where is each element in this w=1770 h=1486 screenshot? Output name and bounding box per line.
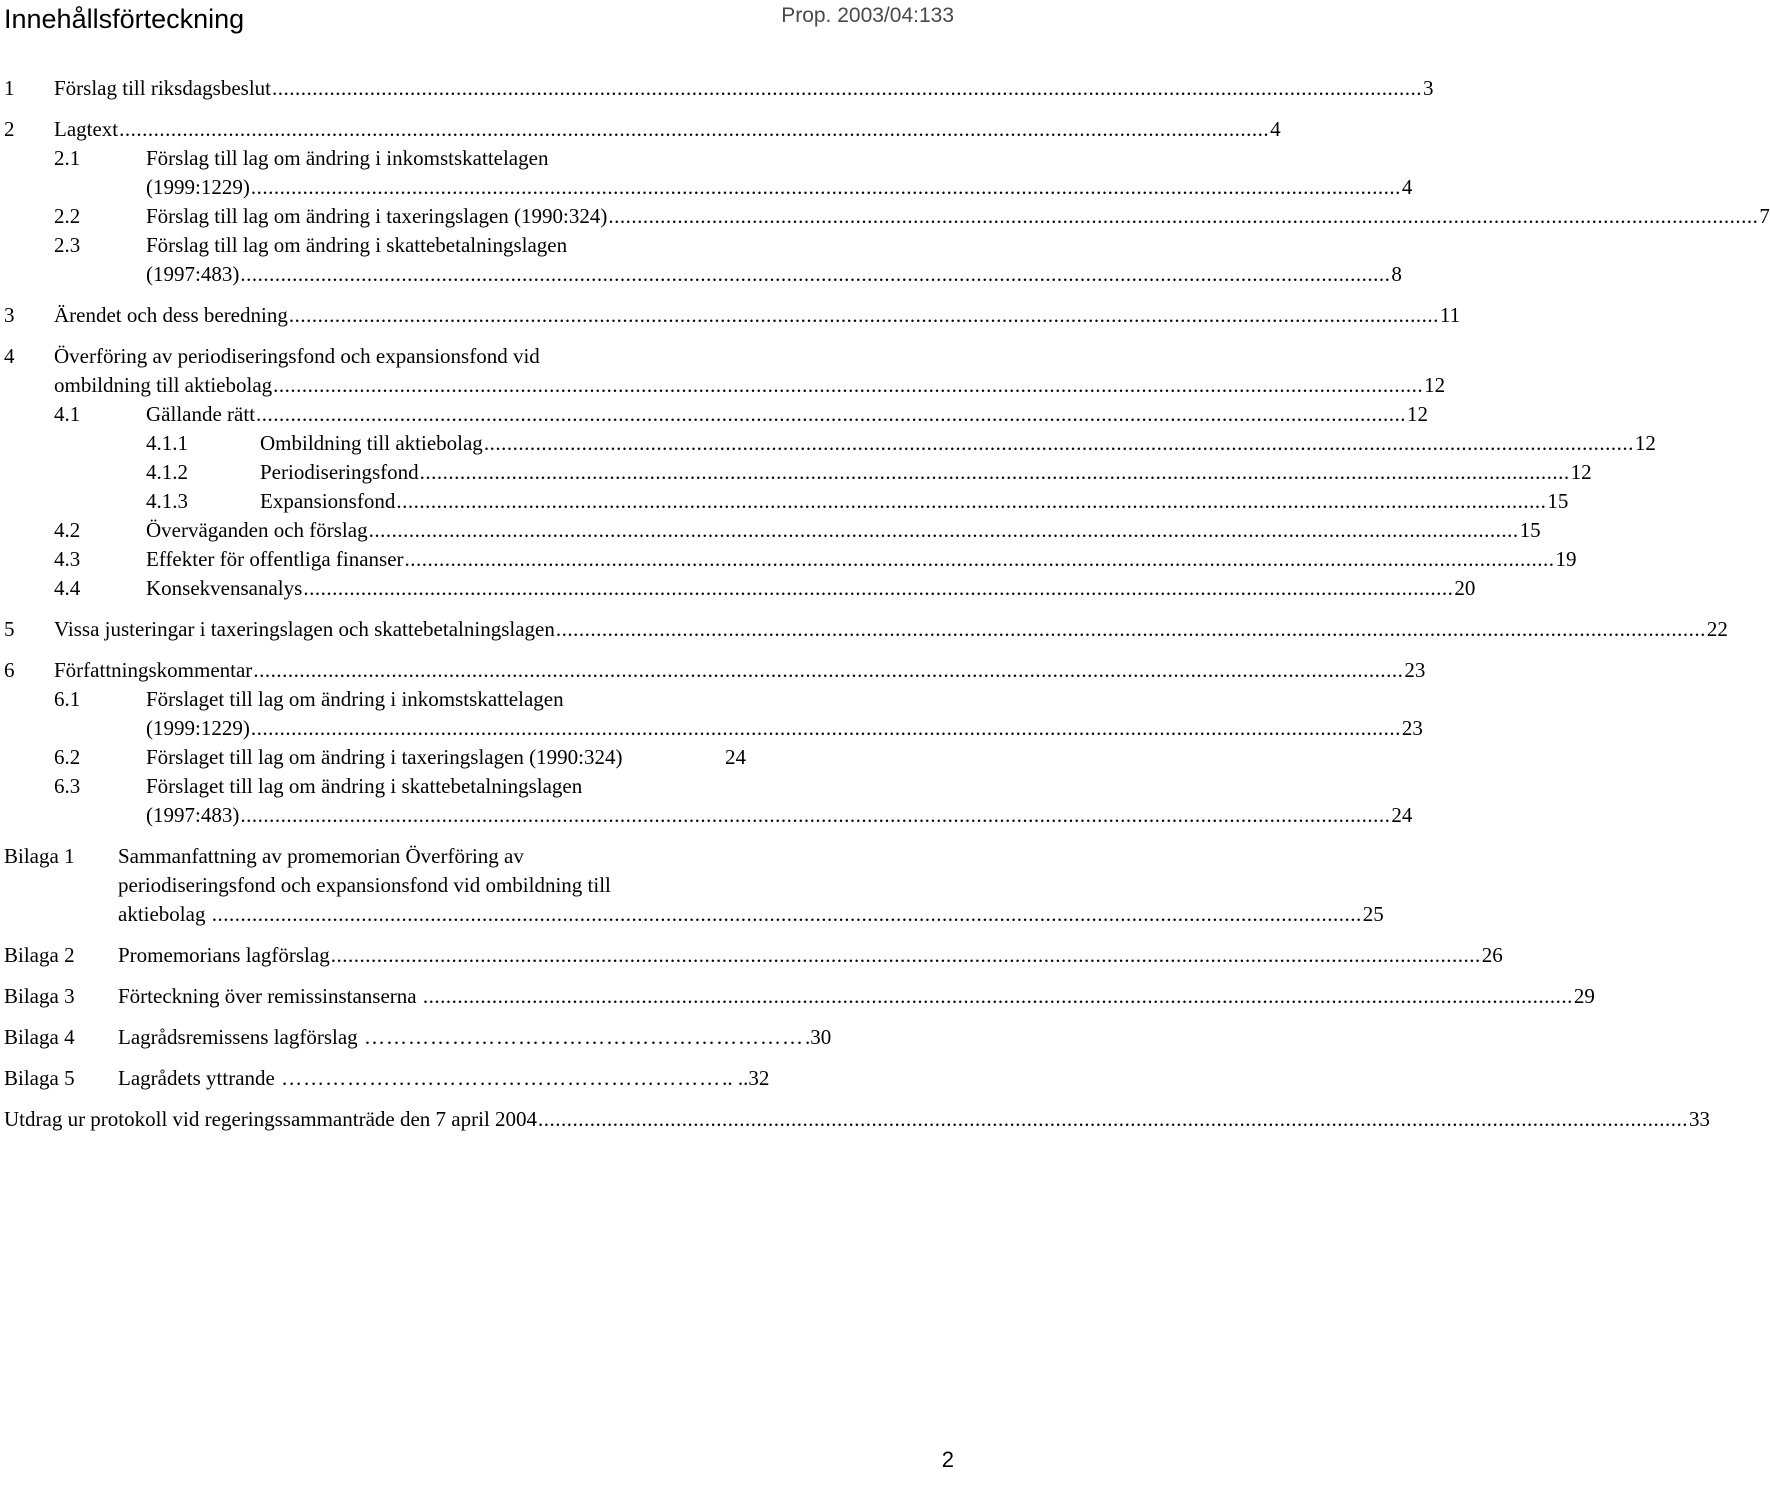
toc-entry-number: 2 [4, 117, 15, 141]
toc-entry-title: Sammanfattning av promemorian Överföring av [118, 844, 524, 868]
toc-entry-title: Lagrådsremissens lagförslag [118, 1025, 363, 1049]
toc-entry-number: 6 [4, 658, 15, 682]
toc-page-number: 20 [1454, 576, 1476, 600]
dot-leader: ........................................................................................................................................................................................................ [422, 984, 1573, 1008]
toc-entry-title: Effekter för offentliga finanser [146, 547, 404, 571]
toc-page-number: 29 [1573, 984, 1595, 1008]
toc-entry-title: (1997:483) [146, 803, 240, 827]
toc-entry-title: Ärendet och dess beredning [54, 303, 288, 327]
toc-page-number: 8 [1391, 262, 1402, 286]
toc-entry-number: 2.1 [54, 146, 81, 170]
toc-page-number: 3 [1423, 76, 1434, 100]
toc-page-number: 12 [1570, 460, 1592, 484]
toc-entry-title: Förslaget till lag om ändring i taxeringslagen (1990:324) [146, 745, 623, 769]
dot-leader: ........................................................................................................................................................................................................ [538, 1107, 1689, 1131]
toc-entry-title: Expansionsfond [260, 489, 396, 513]
dot-leader: ........................................................................................................................................................................................................ [250, 716, 1401, 740]
toc-page-number: 15 [1547, 489, 1569, 513]
toc-entry-title: Utdrag ur protokoll vid regeringssammanträde den 7 april 2004 [4, 1107, 538, 1131]
toc-entry-number: 4 [4, 344, 15, 368]
toc-entry-title: ombildning till aktiebolag [54, 373, 273, 397]
toc-entry-title: Förslag till riksdagsbeslut [54, 76, 271, 100]
toc-page-number: 33 [1689, 1107, 1711, 1131]
toc-page-number: 15 [1519, 518, 1541, 542]
toc-entry-number: 4.1.1 [146, 431, 188, 455]
toc-entry-number: 1 [4, 76, 15, 100]
toc-entry-title: Gällande rätt [146, 402, 256, 426]
toc-entry-number: 3 [4, 303, 15, 327]
toc-page-number: 4 [1401, 175, 1413, 199]
dot-leader: ........................................................................................................................................................................................................ [303, 576, 1454, 600]
dot-leader: ........................................................................................................................................................................................................ [240, 262, 1391, 286]
page-number: 2 [941, 1447, 954, 1472]
proposition-number: Prop. 2003/04:133 [781, 4, 954, 27]
toc-page-number: 7 [1759, 204, 1770, 228]
toc-page-number: .. ..32 [722, 1066, 770, 1090]
toc-entry-number: 4.1 [54, 402, 81, 426]
dot-leader: ........................................................................................................................................................................................................ [288, 303, 1439, 327]
toc-entry-number: Bilaga 5 [4, 1066, 75, 1090]
dot-leader: ........................................................................................................................................................................................................ [330, 943, 1481, 967]
toc-entry-number: 4.4 [54, 576, 81, 600]
toc-page-number: 19 [1555, 547, 1577, 571]
dot-leader: ........................................................................................................................................................................................................ [404, 547, 1555, 571]
toc-page-number: 24 [725, 745, 746, 769]
toc-page-number: 12 [1424, 373, 1446, 397]
toc-entry-title: Förteckning över remissinstanserna [118, 984, 422, 1008]
toc-page-number: .30 [804, 1025, 832, 1049]
dot-leader: ........................................................................................................................................................................................................ [272, 76, 1422, 100]
toc-entry-number: 2.3 [54, 233, 81, 257]
toc-page-number: 23 [1401, 716, 1423, 740]
dot-leader: ........................................................................................................................................................................................................ [273, 373, 1424, 397]
toc-entry-title: Ombildning till aktiebolag [260, 431, 483, 455]
toc-page-number: 4 [1270, 117, 1281, 141]
toc-entry-title: (1999:1229) [146, 716, 250, 740]
toc-page-number: 26 [1481, 943, 1503, 967]
dot-leader: …………………………………………………… [363, 1025, 804, 1049]
toc-page-number: 22 [1706, 617, 1728, 641]
toc-entry-title: Lagrådets yttrande [118, 1066, 281, 1090]
toc-entry-title: Lagtext [54, 117, 119, 141]
toc-page-number: 25 [1362, 902, 1384, 926]
toc-entry-title: Överföring av periodiseringsfond och expansionsfond vid [54, 344, 540, 368]
toc-page-number: 12 [1634, 431, 1656, 455]
toc-entry-title: (1999:1229) [146, 175, 250, 199]
toc-entry-title: Periodiseringsfond [260, 460, 419, 484]
toc-entry-title: Förslag till lag om ändring i taxeringslagen (1990:324) [146, 204, 608, 228]
dot-leader: ........................................................................................................................................................................................................ [396, 489, 1547, 513]
dot-leader: ........................................................................................................................................................................................................ [555, 617, 1706, 641]
dot-leader: ........................................................................................................................................................................................................ [608, 204, 1759, 228]
dot-leader: ........................................................................................................................................................................................................ [368, 518, 1519, 542]
toc-entry-title: Förslaget till lag om ändring i inkomstskattelagen [146, 687, 564, 711]
toc-entry-number: 4.1.2 [146, 460, 188, 484]
page-title: Innehållsförteckning [4, 4, 245, 34]
toc-entry-title: (1997:483) [146, 262, 240, 286]
toc-entry-number: Bilaga 2 [4, 943, 75, 967]
toc-entry-title: aktiebolag [118, 902, 211, 926]
toc-page-number: 23 [1404, 658, 1426, 682]
dot-leader: ........................................................................................................................................................................................................ [483, 431, 1634, 455]
toc-entry-number: 6.3 [54, 774, 81, 798]
toc-page-number: 24 [1391, 803, 1413, 827]
toc-entry-number: 5 [4, 617, 15, 641]
toc-page-number: 11 [1439, 303, 1461, 327]
toc-entry-title: Författningskommentar [54, 658, 253, 682]
toc-entry-title: Promemorians lagförslag [118, 943, 330, 967]
toc-entry-number: Bilaga 1 [4, 844, 75, 868]
toc-entry-title: Vissa justeringar i taxeringslagen och skattebetalningslagen [54, 617, 555, 641]
toc-entry-title: Konsekvensanalys [146, 576, 303, 600]
toc-entry-number: 2.2 [54, 204, 81, 228]
toc-entry-title: Förslaget till lag om ändring i skattebetalningslagen [146, 774, 583, 798]
toc-entry-title: Överväganden och förslag [146, 518, 368, 542]
dot-leader: ........................................................................................................................................................................................................ [250, 175, 1401, 199]
toc-entry-title: periodiseringsfond och expansionsfond vid ombildning till [118, 873, 611, 897]
dot-leader: ........................................................................................................................................................................................................ [256, 402, 1407, 426]
dot-leader: ........................................................................................................................................................................................................ [419, 460, 1570, 484]
toc-entry-number: 4.3 [54, 547, 81, 571]
dot-leader: ........................................................................................................................................................................................................ [119, 117, 1270, 141]
toc-entry-number: 6.2 [54, 745, 81, 769]
dot-leader: …………………………………………………… [281, 1066, 722, 1090]
toc-entry-title: Förslag till lag om ändring i skattebetalningslagen [146, 233, 568, 257]
toc-entry-title: Förslag till lag om ändring i inkomstskattelagen [146, 146, 549, 170]
toc-entry-number: 4.1.3 [146, 489, 188, 513]
toc-entry-number: Bilaga 4 [4, 1025, 75, 1049]
toc-page-number: 12 [1407, 402, 1429, 426]
dot-leader: ........................................................................................................................................................................................................ [240, 803, 1391, 827]
dot-leader: ........................................................................................................................................................................................................ [253, 658, 1404, 682]
toc-entry-number: Bilaga 3 [4, 984, 75, 1008]
toc-entry-number: 6.1 [54, 687, 81, 711]
dot-leader: ........................................................................................................................................................................................................ [211, 902, 1362, 926]
toc-entry-number: 4.2 [54, 518, 81, 542]
